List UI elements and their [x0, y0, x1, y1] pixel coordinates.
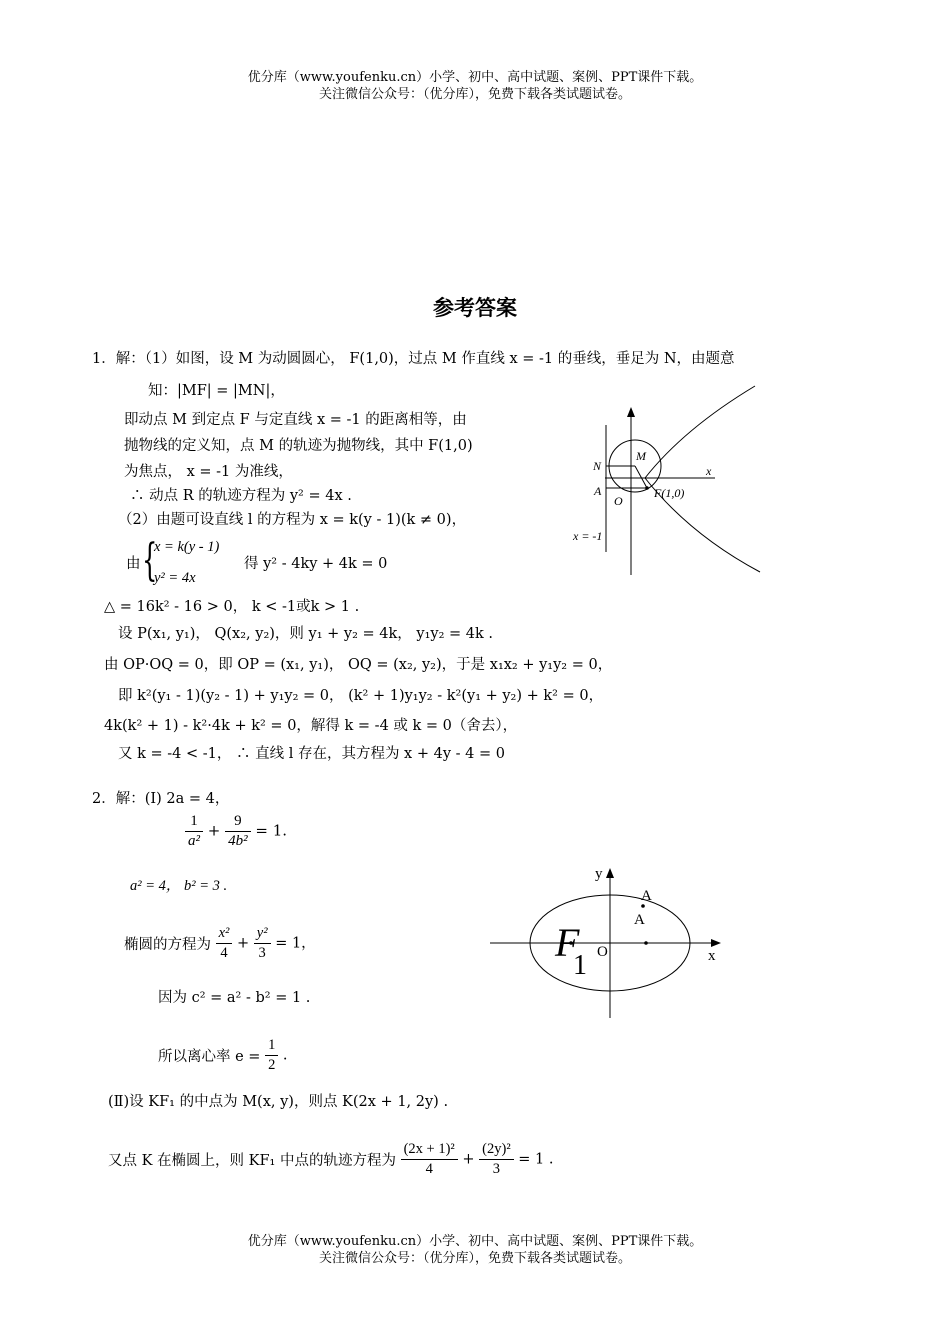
denominator: 3: [258, 945, 266, 961]
plus-sign: +: [237, 935, 250, 952]
label-N: N: [593, 459, 602, 473]
label-F: F(1,0): [654, 486, 685, 500]
p1-line-11: 由 OP·OQ = 0，即 OP = (x₁, y₁)， OQ = (x₂, y₂)，于是 x₁x₂ + y₁y₂ = 0，: [104, 657, 613, 673]
p1-line-1: 1．解：（1）如图，设 M 为动圆圆心， F(1,0)，过点 M 作直线 x = -1 的垂线，垂足为 N，由题意: [92, 351, 735, 367]
p1-line-6: ∴ 动点 R 的轨迹方程为 y² = 4x .: [130, 488, 352, 504]
parabola-figure: [565, 380, 780, 580]
p2-ellipse-equation: [124, 924, 316, 963]
focus-point: [645, 486, 649, 490]
label-x: x: [708, 948, 716, 964]
denominator: a²: [188, 833, 200, 849]
fraction-1: [185, 812, 203, 851]
numerator: y²: [254, 924, 271, 944]
label-A1: A: [641, 888, 652, 904]
p1-line-14: 又 k = -4 < -1， ∴ 直线 l 存在，其方程为 x + 4y - 4 = 0: [118, 746, 505, 762]
prefix: 又点 K 在椭圆上，则 KF₁ 中点的轨迹方程为: [108, 1153, 396, 1169]
p1-line-12: 即 k²(y₁ - 1)(y₂ - 1) + y₁y₂ = 0， (k² + 1)y₁y₂ - k²(y₁ + y₂) + k² = 0，: [118, 688, 604, 704]
p1-system-prefix: 由: [126, 556, 141, 572]
footer-line-1: 优分库（www.youfenku.cn）小学、初中、高中试题、案例、PPT课件下载。: [247, 1234, 703, 1249]
fraction-x: [216, 924, 233, 963]
p1-line-9: △ = 16k² - 16 > 0， k < -1或k > 1 .: [104, 599, 360, 615]
label-directrix: x = -1: [573, 529, 603, 543]
p1-line-10: 设 P(x₁, y₁)， Q(x₂, y₂)，则 y₁ + y₂ = 4k， y₁y₂ = 4k .: [118, 626, 493, 642]
x-axis-arrow-icon: [711, 939, 721, 947]
p1-line-2: 知：|MF| = |MN|，: [148, 383, 285, 399]
label-M: M: [636, 449, 646, 463]
ellipse-figure: [485, 860, 725, 1025]
numerator: (2y)²: [479, 1140, 514, 1160]
p1-line-4: 抛物线的定义知，点 M 的轨迹为抛物线，其中 F(1,0): [124, 438, 473, 454]
p1-system-eq1: x = k(y - 1): [154, 539, 220, 555]
suffix: .: [282, 1047, 288, 1064]
prefix: 椭圆的方程为: [124, 937, 211, 953]
p2-fraction-equation: [185, 812, 287, 851]
denominator: 4: [425, 1161, 433, 1177]
point-F2: [644, 941, 648, 945]
label-A: A: [594, 484, 602, 498]
point-A: [641, 904, 645, 908]
numerator: 1: [265, 1036, 278, 1056]
numerator: 1: [185, 812, 203, 832]
denominator: 3: [492, 1161, 501, 1177]
label-O: O: [614, 494, 623, 508]
header-line-2: 关注微信公众号：（优分库），免费下载各类试题试卷。: [318, 87, 631, 102]
equals: = 1，: [275, 935, 316, 952]
denominator: 4: [220, 945, 228, 961]
numerator: x²: [216, 924, 233, 944]
p1-line-7: （2）由题可设直线 l 的方程为 x = k(y - 1)(k ≠ 0)，: [118, 512, 467, 528]
fraction-y: [254, 924, 271, 963]
equals: = 1.: [255, 821, 288, 840]
y-axis-arrow-icon: [627, 407, 635, 417]
denominator: 2: [268, 1057, 276, 1073]
p2-locus-equation: [108, 1140, 553, 1179]
numerator: (2x + 1)²: [401, 1140, 458, 1160]
page-title: 参考答案: [433, 295, 517, 320]
label-F-sub: 1: [573, 950, 587, 981]
fraction-2: [225, 812, 251, 851]
plus-sign: +: [462, 1151, 475, 1168]
fraction-e: [265, 1036, 278, 1075]
label-y: y: [595, 866, 603, 882]
fraction-2: [479, 1140, 514, 1179]
label-O: O: [597, 944, 608, 960]
p2-line-3: a² = 4， b² = 3 .: [130, 878, 228, 894]
p2-line-7: (Ⅱ)设 KF₁ 的中点为 M(x, y)，则点 K(2x + 1, 2y) .: [108, 1094, 449, 1110]
footer-line-2: 关注微信公众号：（优分库），免费下载各类试题试卷。: [318, 1251, 631, 1266]
prefix: 所以离心率 e =: [158, 1049, 261, 1065]
fraction-1: [401, 1140, 458, 1179]
p1-system-eq2: y² = 4x: [154, 570, 196, 586]
y-axis-arrow-icon: [606, 868, 614, 878]
p1-line-3: 即动点 M 到定点 F 与定直线 x = -1 的距离相等，由: [124, 412, 467, 428]
p1-system-result: 得 y² - 4ky + 4k = 0: [244, 556, 388, 572]
equals: = 1 .: [518, 1151, 554, 1168]
p2-eccentricity: [158, 1036, 288, 1075]
p1-line-13: 4k(k² + 1) - k²·4k + k² = 0，解得 k = -4 或 k = 0（舍去），: [104, 718, 518, 734]
p2-line-5: 因为 c² = a² - b² = 1 .: [158, 990, 311, 1006]
numerator: 9: [225, 812, 251, 832]
header-line-1: 优分库（www.youfenku.cn）小学、初中、高中试题、案例、PPT课件下载。: [247, 70, 703, 85]
label-A2: A: [634, 912, 645, 928]
brace-icon: {: [142, 535, 158, 586]
label-x: x: [706, 464, 712, 478]
p2-line-1: 2．解：(Ⅰ) 2a = 4，: [92, 791, 230, 807]
label-F: F: [555, 920, 580, 965]
p1-line-5: 为焦点， x = -1 为准线，: [124, 464, 293, 480]
parabola-curve: [645, 386, 760, 572]
plus-sign: +: [207, 821, 221, 840]
denominator: 4b²: [228, 833, 248, 849]
